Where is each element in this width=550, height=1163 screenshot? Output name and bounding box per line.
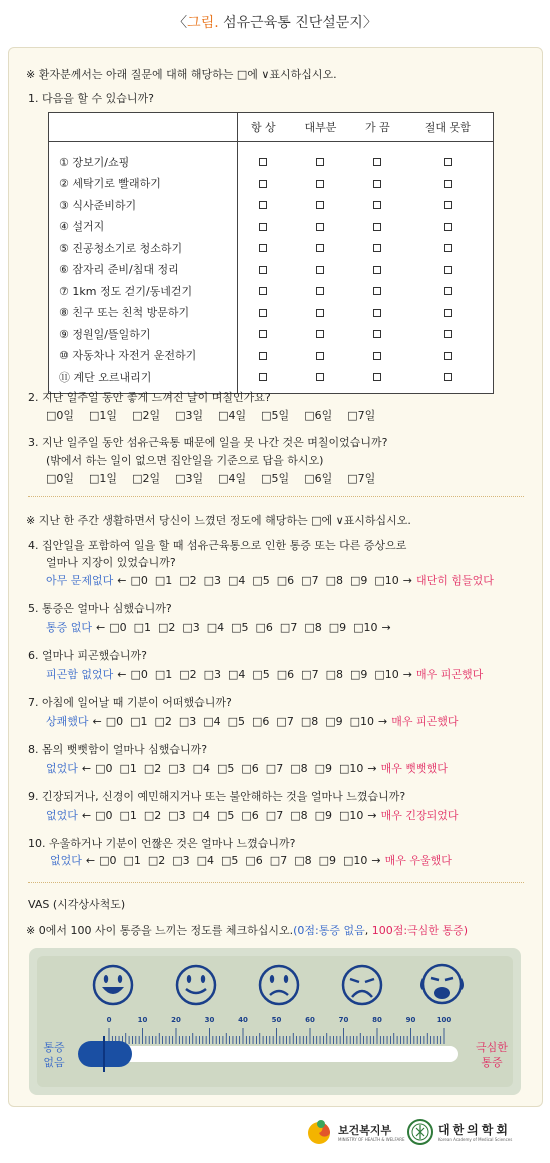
rating-scale-row [50,852,452,868]
arrow-right-icon: → [381,621,391,634]
q1-row [49,237,494,259]
section2-question: 6. 얼마나 피곤했습니까? [28,649,147,662]
rating-scale-row [46,666,483,682]
checkbox[interactable] [316,180,324,188]
sad-face-icon [257,963,301,1007]
checkbox[interactable] [316,373,324,381]
scale-low-label: 아무 문제없다 [46,574,114,587]
checkbox[interactable] [259,223,267,231]
vas-legend-bracket: ( [293,924,298,937]
q2-options [46,407,390,423]
q1-item-label: ④ 설거지 [49,216,238,238]
checkbox[interactable] [444,287,452,295]
title-accent: 그림. [187,15,219,31]
divider [28,496,524,497]
very-sad-face-icon [340,963,384,1007]
q1-cell [238,142,289,173]
q1-col-sometimes: 가 끔 [352,113,402,142]
ministry-emblem-icon [305,1118,333,1146]
q1-item-label: ② 세탁기로 빨래하기 [49,173,238,195]
q1-cell [402,142,493,173]
q1-cell [352,173,402,195]
checkbox[interactable] [259,309,267,317]
q1-cell [352,323,402,345]
q1-col-never: 절대 못함 [402,113,493,142]
day-option[interactable]: □5일 [261,472,290,485]
ministry-subtitle: MINISTRY OF HEALTH & WELFARE [338,1137,405,1142]
vas-left-label [36,1040,72,1070]
checkbox[interactable] [259,287,267,295]
q1-row [49,280,494,302]
checkbox[interactable] [259,180,267,188]
q1-row [49,142,494,173]
q1-cell [352,142,402,173]
checkbox[interactable] [444,309,452,317]
checkbox[interactable] [373,330,381,338]
q1-cell [238,302,289,324]
checkbox[interactable] [259,266,267,274]
scale-low-label: 통증 없다 [46,621,93,634]
checkbox[interactable] [316,223,324,231]
q1-cell [238,345,289,367]
q1-cell [402,259,493,281]
scale-high-label: 대단히 힘들었다 [415,574,494,587]
section2-question: 10. 우울하거나 기분이 언짢은 것은 얼마나 느꼈습니까? [28,837,296,850]
title-bracket: 〈 [173,15,188,31]
scale-high-label: 매우 우울했다 [384,854,452,867]
section2-question-cont: 얼마나 지장이 있었습니까? [46,556,176,569]
q1-item-label: ⑩ 자동차나 자전거 운전하기 [49,345,238,367]
day-option[interactable]: □0일 [46,409,75,422]
rating-options[interactable]: □0 □1 □2 □3 □4 □5 □6 □7 □8 □9 □10 [130,668,399,681]
checkbox[interactable] [444,244,452,252]
q1-cell [352,302,402,324]
checkbox[interactable] [316,266,324,274]
arrow-right-icon: → [367,762,377,775]
day-option[interactable]: □6일 [304,409,333,422]
arrow-left-icon: ← [85,854,96,867]
q1-cell [238,173,289,195]
day-option[interactable]: □2일 [132,472,161,485]
rating-options[interactable]: □0 □1 □2 □3 □4 □5 □6 □7 □8 □9 □10 [109,621,378,634]
rating-options[interactable]: □0 □1 □2 □3 □4 □5 □6 □7 □8 □9 □10 [99,854,368,867]
checkbox[interactable] [316,158,324,166]
vas-tick-label: 90 [405,1016,416,1024]
checkbox[interactable] [373,223,381,231]
q1-cell [352,366,402,393]
q1-cell [402,323,493,345]
q1-row [49,216,494,238]
vas-right-label-line: 극심한 [476,1041,508,1054]
vas-left-label-line: 없음 [43,1056,65,1069]
vas-right-label [468,1040,516,1070]
q1-cell [289,345,353,367]
q1-header-row [49,113,494,142]
ministry-name: 보건복지부 [338,1124,392,1137]
q1-item-label: ⑪ 계단 오르내리기 [49,366,238,393]
q1-cell [402,173,493,195]
arrow-left-icon: ← [96,621,106,634]
q1-cell [289,323,353,345]
day-option[interactable]: □3일 [175,409,204,422]
arrow-left-icon: ← [81,762,92,775]
rating-options[interactable]: □0 □1 □2 □3 □4 □5 □6 □7 □8 □9 □10 [95,762,364,775]
scale-low-label: 상쾌했다 [46,715,89,728]
checkbox[interactable] [316,352,324,360]
vas-tick-label: 20 [171,1016,181,1024]
arrow-right-icon: → [371,854,381,867]
scale-high-label: 매우 긴장되었다 [380,809,459,822]
q1-cell [352,345,402,367]
q1-item-label: ① 장보기/쇼핑 [49,142,238,173]
academy-seal-icon [406,1118,434,1146]
checkbox[interactable] [259,330,267,338]
q1-question: 1. 다음을 할 수 있습니까? [28,92,154,105]
arrow-left-icon: ← [117,574,127,587]
section2-question: 8. 몸의 뻣뻣함이 얼마나 심했습니까? [28,743,208,756]
checkbox[interactable] [444,352,452,360]
q1-cell [289,280,353,302]
scale-high-label: 매우 뻣뻣했다 [380,762,448,775]
scale-low-label: 없었다 [46,809,78,822]
arrow-left-icon: ← [117,668,127,681]
q1-table [48,112,494,394]
title-text: 섬유근육통 진단설문지 [218,15,363,31]
q1-item-label: ⑨ 정원일/뜰일하기 [49,323,238,345]
checkbox[interactable] [444,330,452,338]
very-happy-face-icon [91,963,135,1007]
q1-cell [402,280,493,302]
day-option[interactable]: □5일 [261,409,290,422]
q2-question: 2. 지난 일주일 동안 좋게 느껴진 날이 며칠인가요? [28,391,271,404]
rating-scale-row [46,572,494,588]
q1-cell [289,237,353,259]
vas-tick-label: 0 [106,1016,112,1024]
q1-row [49,173,494,195]
arrow-left-icon: ← [81,809,92,822]
rating-options[interactable]: □0 □1 □2 □3 □4 □5 □6 □7 □8 □9 □10 [105,715,374,728]
checkbox[interactable] [316,201,324,209]
day-option[interactable]: □1일 [89,409,118,422]
section2-question: 4. 집안일을 포함하여 일을 할 때 섬유근육통으로 인한 통증 또는 다른 증상으로 [28,539,407,552]
scale-low-label: 없었다 [50,854,82,867]
academy-name: 대한의학회 [438,1123,511,1137]
vas-tick-label: 100 [436,1016,452,1024]
q1-cell [402,302,493,324]
rating-scale-row [46,760,448,776]
q1-cell [238,323,289,345]
section2-question: 7. 아침에 일어날 때 기분이 어떠했습니까? [28,696,232,709]
checkbox[interactable] [373,180,381,188]
scale-high-label: 매우 피곤했다 [415,668,484,681]
checkbox[interactable] [373,287,381,295]
arrow-right-icon: → [402,574,412,587]
q1-cell [289,302,353,324]
vas-legend-bracket: ) [463,924,468,937]
vas-legend-high: 100점:극심한 통증 [371,924,464,937]
vas-left-label-line: 통증 [43,1041,65,1054]
vas-right-label-line: 통증 [481,1056,503,1069]
arrow-right-icon: → [367,809,377,822]
checkbox[interactable] [259,244,267,252]
checkbox[interactable] [259,373,267,381]
page-title [0,12,550,32]
vas-legend-low: 0점:통증 없음 [297,924,365,937]
vas-legend-separator: , [364,924,372,937]
vas-slider-knob[interactable] [78,1041,132,1067]
q1-item-label: ⑦ 1km 정도 걷기/동네걷기 [49,280,238,302]
day-option[interactable]: □1일 [89,472,118,485]
vas-tick-label: 40 [238,1016,248,1024]
vas-tick-label: 70 [338,1016,349,1024]
q1-header-empty [49,113,238,142]
q1-cell [289,216,353,238]
q1-cell [352,259,402,281]
vas-slider-track[interactable] [78,1046,458,1062]
q1-row [49,194,494,216]
vas-slider-marker [103,1036,105,1072]
q1-cell [238,280,289,302]
section2-question: 5. 통증은 얼마나 심했습니까? [28,602,172,615]
vas-tick-label: 50 [271,1016,282,1024]
rating-scale-row [46,619,395,635]
q1-row [49,259,494,281]
checkbox[interactable] [373,309,381,317]
q1-cell [289,194,353,216]
scale-high-label: 매우 피곤했다 [391,715,459,728]
q1-cell [289,366,353,393]
rating-scale-row [46,807,458,823]
q1-row [49,323,494,345]
q1-item-label: ③ 식사준비하기 [49,194,238,216]
checkbox[interactable] [316,330,324,338]
q1-cell [238,237,289,259]
q1-cell [352,280,402,302]
rating-scale-row [46,713,458,729]
checkbox[interactable] [444,158,452,166]
checkbox[interactable] [373,373,381,381]
q3-options [46,470,390,486]
checkbox[interactable] [373,266,381,274]
day-option[interactable]: □4일 [218,409,247,422]
q1-row [49,345,494,367]
happy-face-icon [174,963,218,1007]
checkbox[interactable] [316,244,324,252]
q1-cell [289,173,353,195]
academy-subtitle: Korean Academy of Medical Sciences [438,1137,513,1142]
q1-cell [402,237,493,259]
arrow-right-icon: → [377,715,388,728]
checkbox[interactable] [444,201,452,209]
checkbox[interactable] [259,352,267,360]
q1-cell [238,259,289,281]
arrow-right-icon: → [402,668,412,681]
section2-instruction: ※ 지난 한 주간 생활하면서 당신이 느꼈던 정도에 해당하는 □에 ∨표시하십시오. [26,514,411,527]
q1-col-always: 항 상 [238,113,289,142]
q1-cell [352,194,402,216]
vas-tick-label: 10 [137,1016,148,1024]
q3-question: 3. 지난 일주일 동안 섬유근육통 때문에 일을 못 나간 것은 며칠이었습니까? [28,436,388,449]
checkbox[interactable] [444,180,452,188]
arrow-left-icon: ← [92,715,102,728]
checkbox[interactable] [373,158,381,166]
q1-cell [238,194,289,216]
checkbox[interactable] [373,201,381,209]
vas-tick-label: 60 [305,1016,315,1024]
q1-item-label: ⑤ 진공청소기로 청소하기 [49,237,238,259]
scale-low-label: 피곤함 없었다 [46,668,114,681]
checkbox[interactable] [259,158,267,166]
day-option[interactable]: □0일 [46,472,75,485]
vas-heading: VAS (시각상사척도) [28,898,126,911]
checkbox[interactable] [444,266,452,274]
day-option[interactable]: □4일 [218,472,247,485]
day-option[interactable]: □2일 [132,409,161,422]
q1-item-label: ⑥ 잠자리 준비/침대 정리 [49,259,238,281]
rating-options[interactable]: □0 □1 □2 □3 □4 □5 □6 □7 □8 □9 □10 [95,809,364,822]
q1-cell [352,237,402,259]
crying-face-icon [416,960,468,1008]
vas-instruction [26,922,468,938]
q1-row [49,302,494,324]
day-option[interactable]: □7일 [347,409,376,422]
day-option[interactable]: □3일 [175,472,204,485]
q1-cell [352,216,402,238]
q1-cell [402,345,493,367]
q1-cell [402,366,493,393]
q1-item-label: ⑧ 친구 또는 친척 방문하기 [49,302,238,324]
scale-low-label: 없었다 [46,762,78,775]
vas-instruction-text: ※ 0에서 100 사이 통증을 느끼는 정도를 체크하십시오. [26,924,294,937]
q1-cell [289,259,353,281]
q1-cell [402,194,493,216]
q3-note: (밖에서 하는 일이 없으면 집안일을 기준으로 답을 하시오) [46,454,324,467]
checkbox[interactable] [316,309,324,317]
q1-cell [289,142,353,173]
q1-col-mostly: 대부분 [289,113,353,142]
title-bracket: 〉 [362,15,377,31]
checkbox[interactable] [316,287,324,295]
rating-options[interactable]: □0 □1 □2 □3 □4 □5 □6 □7 □8 □9 □10 [130,574,399,587]
checkbox[interactable] [444,373,452,381]
checkbox[interactable] [373,244,381,252]
q1-cell [238,216,289,238]
checkbox[interactable] [259,201,267,209]
day-option[interactable]: □7일 [347,472,376,485]
section2-question: 9. 긴장되거나, 신경이 예민해지거나 또는 불안해하는 것을 얼마나 느꼈습니까? [28,790,406,803]
vas-tick-label: 30 [204,1016,215,1024]
checkbox[interactable] [373,352,381,360]
divider [28,882,524,883]
day-option[interactable]: □6일 [304,472,333,485]
vas-tick-label: 80 [372,1016,382,1024]
q1-cell [402,216,493,238]
section1-instruction: ※ 환자분께서는 아래 질문에 대해 해당하는 □에 ∨표시하십시오. [26,68,337,81]
checkbox[interactable] [444,223,452,231]
